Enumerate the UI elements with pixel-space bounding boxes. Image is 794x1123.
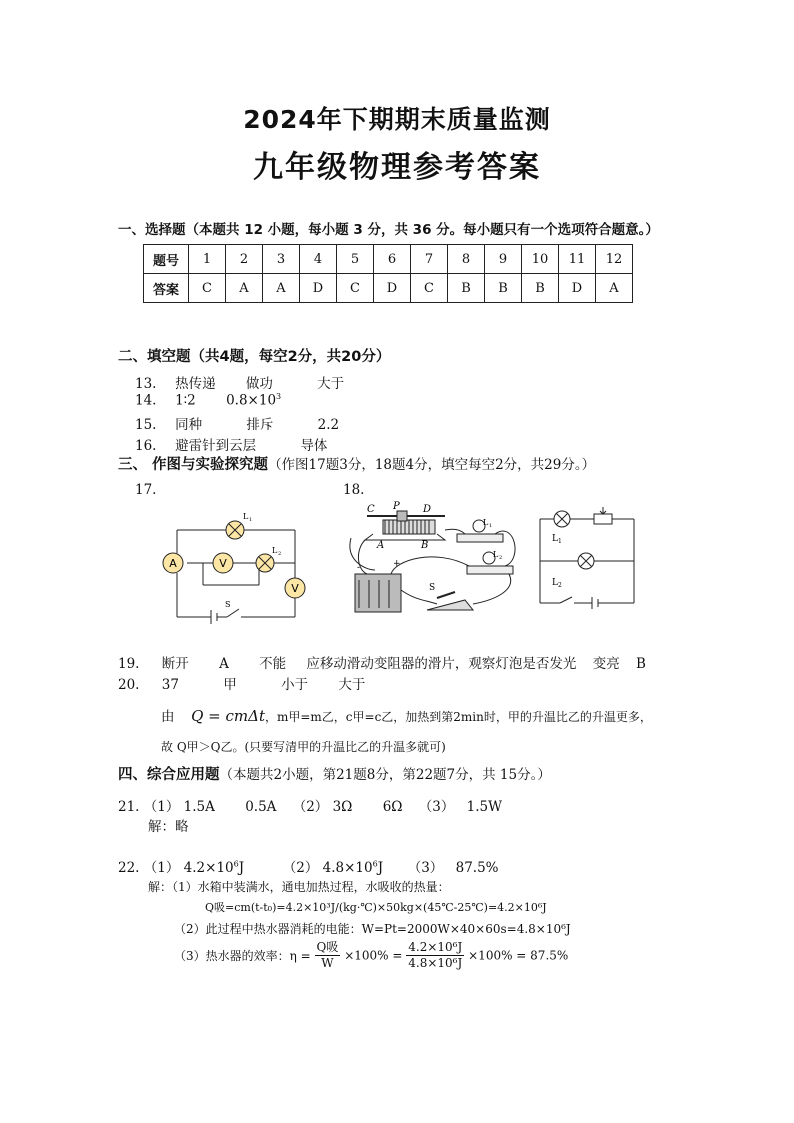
terminal-label: P xyxy=(393,501,400,512)
answer-line-21 xyxy=(118,795,502,815)
table-cell: D xyxy=(374,274,411,303)
answer-text: 不能 xyxy=(259,656,287,672)
formula-text: ×100% = xyxy=(344,948,403,963)
section2-heading: 二、填空题（共4题，每空2分，共20分） xyxy=(118,349,391,365)
table-cell: B xyxy=(485,274,522,303)
answer-line-16 xyxy=(135,434,327,454)
table-cell: 8 xyxy=(448,245,485,274)
section3-heading: 三、 作图与实验探究题 xyxy=(118,457,269,473)
unit: J xyxy=(377,860,384,876)
fraction-numerator: 4.2×10⁶J xyxy=(408,940,463,954)
circuit-schematic-18 xyxy=(532,505,642,611)
answer-line-20 xyxy=(118,673,365,693)
table-cell: 3 xyxy=(263,245,300,274)
section3-heading-line xyxy=(118,453,595,474)
answer-text: 导体 xyxy=(300,438,328,454)
section4-heading-note: （本题共2小题，第21题8分，第22题7分，共 15分。） xyxy=(219,767,551,783)
table-cell: 12 xyxy=(596,245,633,274)
battery-plus-label: + xyxy=(393,559,401,569)
exponent: 3 xyxy=(276,392,282,401)
answer-text: 3Ω xyxy=(332,799,353,815)
lamp-label-sub: 2 xyxy=(278,551,282,557)
answer-text: 4.2×10 xyxy=(183,860,234,876)
question-number: 22. xyxy=(118,860,140,876)
answer-text: A xyxy=(219,656,229,672)
page-subtitle: 九年级物理参考答案 xyxy=(253,150,541,185)
exponent: 6 xyxy=(372,859,378,869)
question-number: 13. xyxy=(135,376,157,392)
answer-line-13 xyxy=(135,372,344,392)
section3-heading-note: （作图17题3分，18题4分，填空每空2分，共29分。） xyxy=(268,457,596,473)
table-cell: A xyxy=(263,274,300,303)
table-cell: 7 xyxy=(411,245,448,274)
table-cell: C xyxy=(189,274,226,303)
answer-text: 37 xyxy=(161,677,179,693)
lamp-label: L xyxy=(552,534,558,544)
section4-heading-line xyxy=(118,763,551,784)
answer-text: 热传递 xyxy=(175,376,216,392)
solution-22-equation1: Q吸=cm(t-t₀)=4.2×10³J/(kg·℃)×50kg×(45℃-25℃)=4.2×10⁶J xyxy=(205,901,547,914)
answer-text: 1.5A xyxy=(183,799,215,815)
answer-text: 大于 xyxy=(317,376,345,392)
answer-table xyxy=(143,244,633,303)
battery-minus-label: - xyxy=(357,563,361,573)
table-cell: 6 xyxy=(374,245,411,274)
part-label: （3） xyxy=(407,860,444,876)
answer-text: 1∶2 xyxy=(175,392,196,409)
circuit-diagram-17 xyxy=(155,505,315,625)
explanation-prefix: （3）热水器的效率：η = xyxy=(174,949,311,963)
table-cell: A xyxy=(226,274,263,303)
answer-line-14 xyxy=(135,392,281,409)
part-label: （1） xyxy=(143,799,180,815)
lamp-label-sub: 1 xyxy=(489,523,493,529)
lamp-label-sub: 2 xyxy=(558,582,562,589)
table-cell: 2 xyxy=(226,245,263,274)
answer-line-19 xyxy=(118,652,646,672)
exponent: 6 xyxy=(233,859,239,869)
part-label: （2） xyxy=(292,799,329,815)
fraction-numerator: Q吸 xyxy=(316,940,339,954)
answer-text: 排斥 xyxy=(246,417,274,433)
question-number: 16. xyxy=(135,438,157,454)
voltmeter-label: V xyxy=(291,582,299,595)
table-cell: B xyxy=(522,274,559,303)
answer-text: 大于 xyxy=(338,677,366,693)
answer-text: B xyxy=(636,656,646,672)
part-label: （1） xyxy=(143,860,180,876)
answer-text: 断开 xyxy=(161,656,189,672)
fraction-denominator: W xyxy=(321,956,334,970)
switch-label: S xyxy=(429,583,436,593)
solution-22-step2: （2）此过程中热水器消耗的电能：W=Pt=2000W×40×60s=4.8×10⁶J xyxy=(174,922,571,936)
q17-number: 17. xyxy=(135,482,157,498)
answer-text: 避雷针到云层 xyxy=(175,438,257,454)
terminal-label: D xyxy=(423,504,432,515)
table-cell: 5 xyxy=(337,245,374,274)
question-number: 15. xyxy=(135,417,157,433)
explanation-line-20a xyxy=(161,705,652,725)
question-number: 14. xyxy=(135,392,157,409)
answer-table-header-row xyxy=(144,245,633,274)
section4-heading: 四、综合应用题 xyxy=(118,767,220,783)
table-cell: 1 xyxy=(189,245,226,274)
switch-label: S xyxy=(225,600,231,609)
fraction xyxy=(406,940,464,971)
question-number: 21. xyxy=(118,799,140,815)
answer-text: 1.5W xyxy=(466,799,503,815)
terminal-label: B xyxy=(421,540,429,551)
answer-line-22 xyxy=(118,856,499,876)
explanation-line-20b: 故 Q甲＞Q乙。(只要写清甲的升温比乙的升温多就可) xyxy=(161,740,446,754)
solution-21: 解：略 xyxy=(148,819,189,835)
answer-line-15 xyxy=(135,413,339,433)
answer-text: 甲 xyxy=(223,677,237,693)
lamp-label-sub: 2 xyxy=(499,555,503,561)
formula-text: ×100% = 87.5% xyxy=(468,948,569,963)
table-cell: 9 xyxy=(485,245,522,274)
table-row-label: 题号 xyxy=(144,245,189,274)
answer-text: 0.8×10 xyxy=(226,392,277,409)
section1-heading: 一、选择题（本题共 12 小题，每小题 3 分，共 36 分。每小题只有一个选项符合题意。） xyxy=(118,222,659,238)
question-number: 20. xyxy=(118,677,140,693)
lamp-label: L xyxy=(483,518,489,527)
voltmeter-label: V xyxy=(219,557,227,570)
answer-text: 0.5A xyxy=(245,799,277,815)
terminal-label: C xyxy=(367,504,375,515)
formula: Q = cmΔt xyxy=(191,707,265,725)
part-label: （3） xyxy=(418,799,455,815)
table-cell: C xyxy=(337,274,374,303)
lamp-label-sub: 1 xyxy=(558,538,562,545)
terminal-label: A xyxy=(377,540,385,551)
table-cell: D xyxy=(559,274,596,303)
table-cell: B xyxy=(448,274,485,303)
lamp-label: L xyxy=(493,550,499,559)
answer-text: 应移动滑动变阻器的滑片，观察灯泡是否发光 xyxy=(306,656,577,672)
table-cell: 11 xyxy=(559,245,596,274)
table-cell: D xyxy=(300,274,337,303)
table-cell: 10 xyxy=(522,245,559,274)
lamp-label: L xyxy=(272,546,278,555)
page-title: 2024年下期期末质量监测 xyxy=(243,105,551,134)
lamp-label: L xyxy=(243,512,249,521)
explanation-text: ，m甲=m乙，c甲=c乙，加热到第2min时，甲的升温比乙的升温更多， xyxy=(264,710,652,724)
ammeter-label: A xyxy=(169,557,177,570)
answer-text: 6Ω xyxy=(382,799,403,815)
table-cell: C xyxy=(411,274,448,303)
fraction-denominator: 4.8×10⁶J xyxy=(408,956,463,970)
answer-text: 小于 xyxy=(281,677,309,693)
answer-text: 做功 xyxy=(245,376,273,392)
question-number: 19. xyxy=(118,656,140,672)
q18-number: 18. xyxy=(343,482,365,498)
unit: J xyxy=(238,860,245,876)
explanation-prefix: 由 xyxy=(161,709,175,725)
answer-text: 变亮 xyxy=(592,656,620,672)
table-cell: 4 xyxy=(300,245,337,274)
answer-text: 2.2 xyxy=(317,417,340,433)
table-cell: A xyxy=(596,274,633,303)
circuit-diagram-18 xyxy=(345,500,530,618)
fraction xyxy=(315,940,341,971)
answer-text: 同种 xyxy=(175,417,203,433)
lamp-label: L xyxy=(552,578,558,588)
answer-text: 87.5% xyxy=(455,860,499,876)
lamp-label-sub: 1 xyxy=(249,517,253,523)
part-label: （2） xyxy=(282,860,319,876)
answer-table-answer-row xyxy=(144,274,633,303)
solution-22-step3 xyxy=(174,940,568,971)
solution-22-step1: 解：（1）水箱中装满水，通电加热过程，水吸收的热量： xyxy=(148,880,450,894)
table-row-label: 答案 xyxy=(144,274,189,303)
answer-text: 4.8×10 xyxy=(322,860,373,876)
